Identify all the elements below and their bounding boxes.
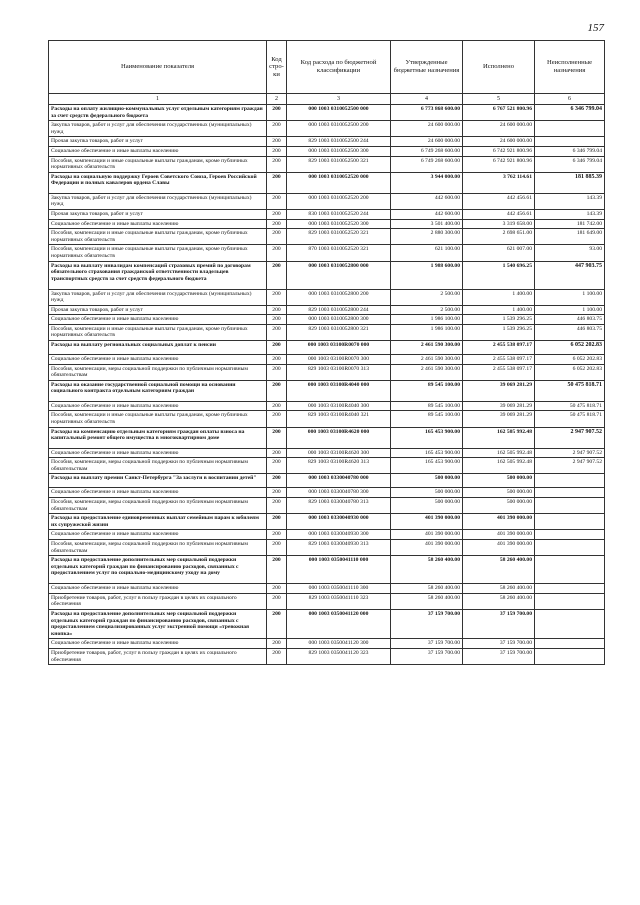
row-unexecuted-cell: 6 052 202.83 [535,341,605,355]
row-approved-cell: 1 986 100.00 [391,324,463,340]
row-budget-code-cell: 829 1003 0350041120 323 [287,648,391,664]
header-row [49,41,605,94]
table-row [49,245,605,261]
row-budget-code-cell: 000 1003 0330040780 000 [287,474,391,488]
row-budget-code-cell: 000 1003 03100R4620 300 [287,448,391,458]
row-name-cell: Расходы на выплату региональных социальных доплат к пенсии [49,341,267,355]
row-name-cell: Расходы на выплату инвалидам компенсаций страховых премий по договорам обязательного страхования гражданской ответственности владельцев транспортных средств за счет средств федерального бюджета [49,261,267,289]
row-name-cell: Пособия, компенсации, меры социальной поддержки по публичным нормативным обязательствам [49,539,267,555]
table-row [49,324,605,340]
row-unexecuted-cell: 2 947 907.52 [535,458,605,474]
table-row-section [49,514,605,530]
row-executed-cell: 2 698 651.00 [463,229,535,245]
table-row [49,639,605,649]
row-unexecuted-cell: 6 346 799.04 [535,146,605,156]
row-name-cell: Прочая закупка товаров, работ и услуг [49,209,267,219]
row-approved-cell: 2 500.00 [391,289,463,305]
row-executed-cell: 6 742 921 800.96 [463,156,535,172]
row-unexecuted-cell [535,584,605,594]
row-line-code-cell: 200 [267,324,287,340]
row-unexecuted-cell: 143.39 [535,193,605,209]
row-budget-code-cell: 000 1003 0310052800 200 [287,289,391,305]
row-line-code-cell: 200 [267,229,287,245]
row-approved-cell: 401 390 000.00 [391,530,463,540]
row-budget-code-cell: 829 1003 03100R0070 313 [287,364,391,380]
row-line-code-cell: 200 [267,474,287,488]
table-row [49,401,605,411]
row-line-code-cell: 200 [267,609,287,638]
row-budget-code-cell: 000 1003 0310052500 000 [287,105,391,121]
row-approved-cell: 37 159 700.00 [391,639,463,649]
row-name-cell: Пособия, компенсации и иные социальные выплаты гражданам, кроме публичных нормативных обязательств [49,324,267,340]
row-name-cell: Социальное обеспечение и иные выплаты населению [49,488,267,498]
row-executed-cell: 6 767 521 800.96 [463,105,535,121]
row-unexecuted-cell [535,514,605,530]
header-budget-code: Код расхода по бюджетной классификации [287,41,391,94]
row-approved-cell: 1 986 100.00 [391,315,463,325]
row-budget-code-cell: 000 1003 0310052800 300 [287,315,391,325]
row-line-code-cell: 200 [267,261,287,289]
row-approved-cell: 165 453 900.00 [391,458,463,474]
row-budget-code-cell: 000 1003 0330040780 300 [287,488,391,498]
row-line-code-cell: 200 [267,514,287,530]
table-row-section [49,556,605,584]
row-approved-cell: 165 453 900.00 [391,448,463,458]
row-approved-cell: 58 260 400.00 [391,584,463,594]
row-budget-code-cell: 000 1003 03100R4040 000 [287,380,391,401]
row-unexecuted-cell [535,609,605,638]
row-name-cell: Социальное обеспечение и иные выплаты населению [49,146,267,156]
row-line-code-cell: 200 [267,105,287,121]
row-line-code-cell: 200 [267,584,287,594]
row-line-code-cell: 200 [267,530,287,540]
table-row [49,137,605,147]
row-budget-code-cell: 000 1003 0330040930 300 [287,530,391,540]
row-name-cell: Социальное обеспечение и иные выплаты населению [49,584,267,594]
table-row [49,584,605,594]
row-approved-cell: 6 749 268 600.00 [391,146,463,156]
row-name-cell: Расходы на предоставление единовременных выплат семейным парам к юбилеям их супружеской жизни [49,514,267,530]
row-budget-code-cell: 829 1003 0330040780 313 [287,498,391,514]
row-line-code-cell: 200 [267,289,287,305]
row-approved-cell: 2 500.00 [391,305,463,315]
row-budget-code-cell: 000 1003 0310052520 300 [287,219,391,229]
row-budget-code-cell: 000 1003 0350041120 000 [287,609,391,638]
row-executed-cell: 3 319 658.00 [463,219,535,229]
table-row [49,315,605,325]
row-name-cell: Прочая закупка товаров, работ и услуг [49,305,267,315]
row-executed-cell: 1 539 296.25 [463,315,535,325]
row-budget-code-cell: 829 1003 0310052520 321 [287,229,391,245]
row-unexecuted-cell: 50 475 818.71 [535,411,605,427]
row-executed-cell: 1 400.00 [463,305,535,315]
row-executed-cell: 39 069 281.29 [463,401,535,411]
row-name-cell: Социальное обеспечение и иные выплаты населению [49,639,267,649]
table-row [49,289,605,305]
table-row [49,305,605,315]
row-name-cell: Расходы на оказание государственной социальной помощи на основании социального контракта отдельным категориям граждан [49,380,267,401]
row-line-code-cell: 200 [267,401,287,411]
table-row [49,488,605,498]
row-budget-code-cell: 000 1003 0310052500 200 [287,121,391,137]
row-name-cell: Закупка товаров, работ и услуг для обеспечения государственных (муниципальных) нужд [49,193,267,209]
row-executed-cell: 37 159 700.00 [463,648,535,664]
row-name-cell: Социальное обеспечение и иные выплаты населению [49,219,267,229]
row-unexecuted-cell: 6 052 202.83 [535,364,605,380]
header-line-code: Код стро-ки [267,41,287,94]
table-row [49,219,605,229]
table-row-section [49,609,605,638]
table-row [49,121,605,137]
row-line-code-cell: 200 [267,137,287,147]
table-row [49,355,605,365]
row-budget-code-cell: 870 1003 0310052520 321 [287,245,391,261]
row-name-cell: Социальное обеспечение и иные выплаты населению [49,315,267,325]
row-executed-cell: 162 505 992.48 [463,458,535,474]
row-line-code-cell: 200 [267,380,287,401]
row-budget-code-cell: 000 1003 0350041110 300 [287,584,391,594]
row-executed-cell: 39 069 281.29 [463,411,535,427]
column-number: 6 [535,94,605,105]
table-row-section [49,427,605,448]
table-row [49,364,605,380]
table-row [49,530,605,540]
row-unexecuted-cell [535,498,605,514]
row-budget-code-cell: 000 1003 0310052520 200 [287,193,391,209]
row-executed-cell: 39 069 281.29 [463,380,535,401]
table-row-section [49,474,605,488]
row-unexecuted-cell [535,474,605,488]
row-name-cell: Пособия, компенсации и иные социальные выплаты гражданам, кроме публичных нормативных обязательств [49,245,267,261]
table-body [49,105,605,665]
row-unexecuted-cell [535,648,605,664]
row-unexecuted-cell [535,556,605,584]
row-budget-code-cell: 829 1003 0310052800 244 [287,305,391,315]
row-name-cell: Прочая закупка товаров, работ и услуг [49,137,267,147]
row-budget-code-cell: 000 1003 0350041110 000 [287,556,391,584]
row-approved-cell: 24 600 000.00 [391,137,463,147]
table-row [49,448,605,458]
row-budget-code-cell: 829 1003 03100R4040 321 [287,411,391,427]
row-line-code-cell: 200 [267,193,287,209]
row-name-cell: Пособия, компенсации, меры социальной поддержки по публичным нормативным обязательствам [49,364,267,380]
row-unexecuted-cell: 446 803.75 [535,315,605,325]
row-approved-cell: 2 880 300.00 [391,229,463,245]
row-budget-code-cell: 000 1003 0310052500 300 [287,146,391,156]
table-row [49,209,605,219]
row-name-cell: Расходы на выплату премии Санкт-Петербурга "За заслуги в воспитании детей" [49,474,267,488]
row-approved-cell: 89 545 100.00 [391,411,463,427]
row-line-code-cell: 200 [267,539,287,555]
row-budget-code-cell: 829 1003 0310052800 321 [287,324,391,340]
row-name-cell: Расходы на социальную поддержку Героев Советского Союза, Героев Российской Федерации и полных кавалеров ордена Славы [49,172,267,193]
table-row [49,539,605,555]
row-unexecuted-cell: 50 475 818.71 [535,380,605,401]
table-row [49,458,605,474]
row-approved-cell: 6 749 268 600.00 [391,156,463,172]
row-line-code-cell: 200 [267,355,287,365]
row-unexecuted-cell: 143.39 [535,209,605,219]
row-approved-cell: 500 000.00 [391,488,463,498]
row-unexecuted-cell: 2 947 907.52 [535,427,605,448]
row-executed-cell: 37 159 700.00 [463,639,535,649]
row-approved-cell: 500 000.00 [391,498,463,514]
row-name-cell: Приобретение товаров, работ, услуг в пользу граждан в целях их социального обеспечения [49,593,267,609]
row-line-code-cell: 200 [267,556,287,584]
row-budget-code-cell: 829 1003 0310052500 244 [287,137,391,147]
row-line-code-cell: 200 [267,146,287,156]
row-executed-cell: 401 390 000.00 [463,539,535,555]
row-approved-cell: 401 390 000.00 [391,514,463,530]
row-approved-cell: 500 000.00 [391,474,463,488]
row-approved-cell: 3 944 000.00 [391,172,463,193]
row-unexecuted-cell: 6 052 202.83 [535,355,605,365]
row-name-cell: Пособия, компенсации и иные социальные выплаты гражданам, кроме публичных нормативных обязательств [49,229,267,245]
table-row [49,648,605,664]
row-line-code-cell: 200 [267,172,287,193]
row-unexecuted-cell [535,137,605,147]
table-row [49,146,605,156]
row-name-cell: Закупка товаров, работ и услуг для обеспечения государственных (муниципальных) нужд [49,289,267,305]
row-name-cell: Социальное обеспечение и иные выплаты населению [49,530,267,540]
row-executed-cell: 442 456.61 [463,209,535,219]
row-name-cell: Пособия, компенсации и иные социальные выплаты гражданам, кроме публичных нормативных обязательств [49,411,267,427]
row-line-code-cell: 200 [267,458,287,474]
row-executed-cell: 401 390 000.00 [463,530,535,540]
row-budget-code-cell: 829 1003 0350041110 323 [287,593,391,609]
budget-execution-table [48,40,605,665]
row-approved-cell: 24 600 000.00 [391,121,463,137]
header-approved: Утвержденные бюджетные назначения [391,41,463,94]
row-line-code-cell: 200 [267,648,287,664]
row-unexecuted-cell: 181 885.39 [535,172,605,193]
row-line-code-cell: 200 [267,593,287,609]
row-unexecuted-cell: 447 903.75 [535,261,605,289]
row-approved-cell: 37 159 700.00 [391,648,463,664]
row-unexecuted-cell: 2 947 907.52 [535,448,605,458]
row-unexecuted-cell: 1 100.00 [535,289,605,305]
row-name-cell: Расходы на оплату жилищно-коммунальных услуг отдельным категориям граждан за счет средств федерального бюджета [49,105,267,121]
row-approved-cell: 89 545 100.00 [391,401,463,411]
page-number: 157 [587,22,604,34]
row-line-code-cell: 200 [267,305,287,315]
row-approved-cell: 165 453 900.00 [391,427,463,448]
row-budget-code-cell: 000 1003 0330040930 000 [287,514,391,530]
row-line-code-cell: 200 [267,448,287,458]
table-row [49,411,605,427]
row-executed-cell: 6 742 921 800.96 [463,146,535,156]
row-executed-cell: 1 540 696.25 [463,261,535,289]
row-approved-cell: 1 988 600.00 [391,261,463,289]
row-name-cell: Закупка товаров, работ и услуг для обеспечения государственных (муниципальных) нужд [49,121,267,137]
row-budget-code-cell: 000 1003 0310052520 000 [287,172,391,193]
row-unexecuted-cell [535,121,605,137]
header-executed: Исполнено [463,41,535,94]
row-approved-cell: 3 501 400.00 [391,219,463,229]
column-number: 3 [287,94,391,105]
row-name-cell: Социальное обеспечение и иные выплаты населению [49,355,267,365]
row-budget-code-cell: 000 1003 0310052800 000 [287,261,391,289]
row-unexecuted-cell [535,639,605,649]
row-executed-cell: 2 455 538 097.17 [463,355,535,365]
row-approved-cell: 442 600.00 [391,209,463,219]
row-unexecuted-cell: 181 742.00 [535,219,605,229]
table-row [49,229,605,245]
row-budget-code-cell: 000 1003 0350041120 300 [287,639,391,649]
header-unexecuted: Неисполненные назначения [535,41,605,94]
row-budget-code-cell: 829 1003 0330040930 313 [287,539,391,555]
row-unexecuted-cell [535,539,605,555]
row-executed-cell: 37 159 700.00 [463,609,535,638]
column-number-row [49,94,605,105]
row-executed-cell: 500 000.00 [463,498,535,514]
row-budget-code-cell: 829 1003 03100R4620 313 [287,458,391,474]
row-name-cell: Расходы на компенсацию отдельным категориям граждан оплаты взноса на капитальный ремонт общего имущества в многоквартирном доме [49,427,267,448]
row-line-code-cell: 200 [267,156,287,172]
header-name: Наименование показателя [49,41,267,94]
table-row [49,193,605,209]
table-row-section [49,380,605,401]
row-unexecuted-cell: 181 649.00 [535,229,605,245]
row-executed-cell: 500 000.00 [463,474,535,488]
row-approved-cell: 2 461 590 300.00 [391,355,463,365]
row-approved-cell: 58 260 400.00 [391,556,463,584]
row-unexecuted-cell: 6 346 799.04 [535,156,605,172]
row-executed-cell: 58 260 400.00 [463,593,535,609]
table-row-section [49,172,605,193]
column-number: 2 [267,94,287,105]
row-line-code-cell: 200 [267,219,287,229]
row-unexecuted-cell: 446 803.75 [535,324,605,340]
row-executed-cell: 3 762 114.61 [463,172,535,193]
table-row [49,156,605,172]
row-unexecuted-cell: 6 346 799.04 [535,105,605,121]
row-line-code-cell: 200 [267,341,287,355]
table-row-section [49,261,605,289]
table-row [49,593,605,609]
row-line-code-cell: 200 [267,427,287,448]
row-executed-cell: 162 505 992.48 [463,448,535,458]
row-unexecuted-cell [535,488,605,498]
row-approved-cell: 6 773 868 600.00 [391,105,463,121]
row-name-cell: Пособия, компенсации и иные социальные выплаты гражданам, кроме публичных нормативных обязательств [49,156,267,172]
row-executed-cell: 401 390 000.00 [463,514,535,530]
row-line-code-cell: 200 [267,315,287,325]
row-approved-cell: 2 461 590 300.00 [391,341,463,355]
row-budget-code-cell: 000 1003 03100R0070 300 [287,355,391,365]
row-budget-code-cell: 000 1003 03100R0070 000 [287,341,391,355]
row-executed-cell: 2 455 538 097.17 [463,341,535,355]
row-executed-cell: 24 600 000.00 [463,137,535,147]
column-number: 4 [391,94,463,105]
row-name-cell: Социальное обеспечение и иные выплаты населению [49,448,267,458]
table-row-section [49,341,605,355]
row-name-cell: Приобретение товаров, работ, услуг в пользу граждан в целях их социального обеспечения [49,648,267,664]
row-unexecuted-cell: 93.00 [535,245,605,261]
row-unexecuted-cell [535,530,605,540]
row-unexecuted-cell [535,593,605,609]
row-approved-cell: 58 260 400.00 [391,593,463,609]
row-executed-cell: 1 400.00 [463,289,535,305]
row-line-code-cell: 200 [267,488,287,498]
row-budget-code-cell: 000 1003 03100R4040 300 [287,401,391,411]
row-budget-code-cell: 000 1003 03100R4620 000 [287,427,391,448]
column-number: 1 [49,94,267,105]
row-line-code-cell: 200 [267,498,287,514]
table-row [49,498,605,514]
row-approved-cell: 621 100.00 [391,245,463,261]
table-row-section [49,105,605,121]
row-approved-cell: 89 545 100.00 [391,380,463,401]
row-approved-cell: 442 600.00 [391,193,463,209]
row-line-code-cell: 200 [267,364,287,380]
row-name-cell: Расходы на предоставление дополнительных мер социальной поддержки отдельных категорий граждан по финансированию расходов, связанных с предоставлением специализированных услуг экстренной помощи «тревожная кнопка» [49,609,267,638]
row-executed-cell: 442 456.61 [463,193,535,209]
row-executed-cell: 1 539 296.25 [463,324,535,340]
row-approved-cell: 2 461 590 300.00 [391,364,463,380]
row-approved-cell: 37 159 700.00 [391,609,463,638]
row-name-cell: Пособия, компенсации, меры социальной поддержки по публичным нормативным обязательствам [49,458,267,474]
row-unexecuted-cell: 50 475 818.71 [535,401,605,411]
row-budget-code-cell: 830 1003 0310052520 244 [287,209,391,219]
row-executed-cell: 58 260 400.00 [463,556,535,584]
row-name-cell: Социальное обеспечение и иные выплаты населению [49,401,267,411]
row-executed-cell: 2 455 538 097.17 [463,364,535,380]
row-executed-cell: 58 260 400.00 [463,584,535,594]
row-name-cell: Расходы на предоставление дополнительных мер социальной поддержки отдельных категорий граждан по финансированию расходов, связанных с предоставлением услуг по социально-медицинскому уходу на дому [49,556,267,584]
row-line-code-cell: 200 [267,245,287,261]
row-line-code-cell: 200 [267,639,287,649]
column-number: 5 [463,94,535,105]
row-executed-cell: 24 600 000.00 [463,121,535,137]
row-executed-cell: 162 505 992.48 [463,427,535,448]
row-name-cell: Пособия, компенсации, меры социальной поддержки по публичным нормативным обязательствам [49,498,267,514]
row-approved-cell: 401 390 000.00 [391,539,463,555]
row-executed-cell: 621 007.00 [463,245,535,261]
row-budget-code-cell: 829 1003 0310052500 321 [287,156,391,172]
row-line-code-cell: 200 [267,411,287,427]
row-unexecuted-cell: 1 100.00 [535,305,605,315]
row-line-code-cell: 200 [267,209,287,219]
row-line-code-cell: 200 [267,121,287,137]
row-executed-cell: 500 000.00 [463,488,535,498]
